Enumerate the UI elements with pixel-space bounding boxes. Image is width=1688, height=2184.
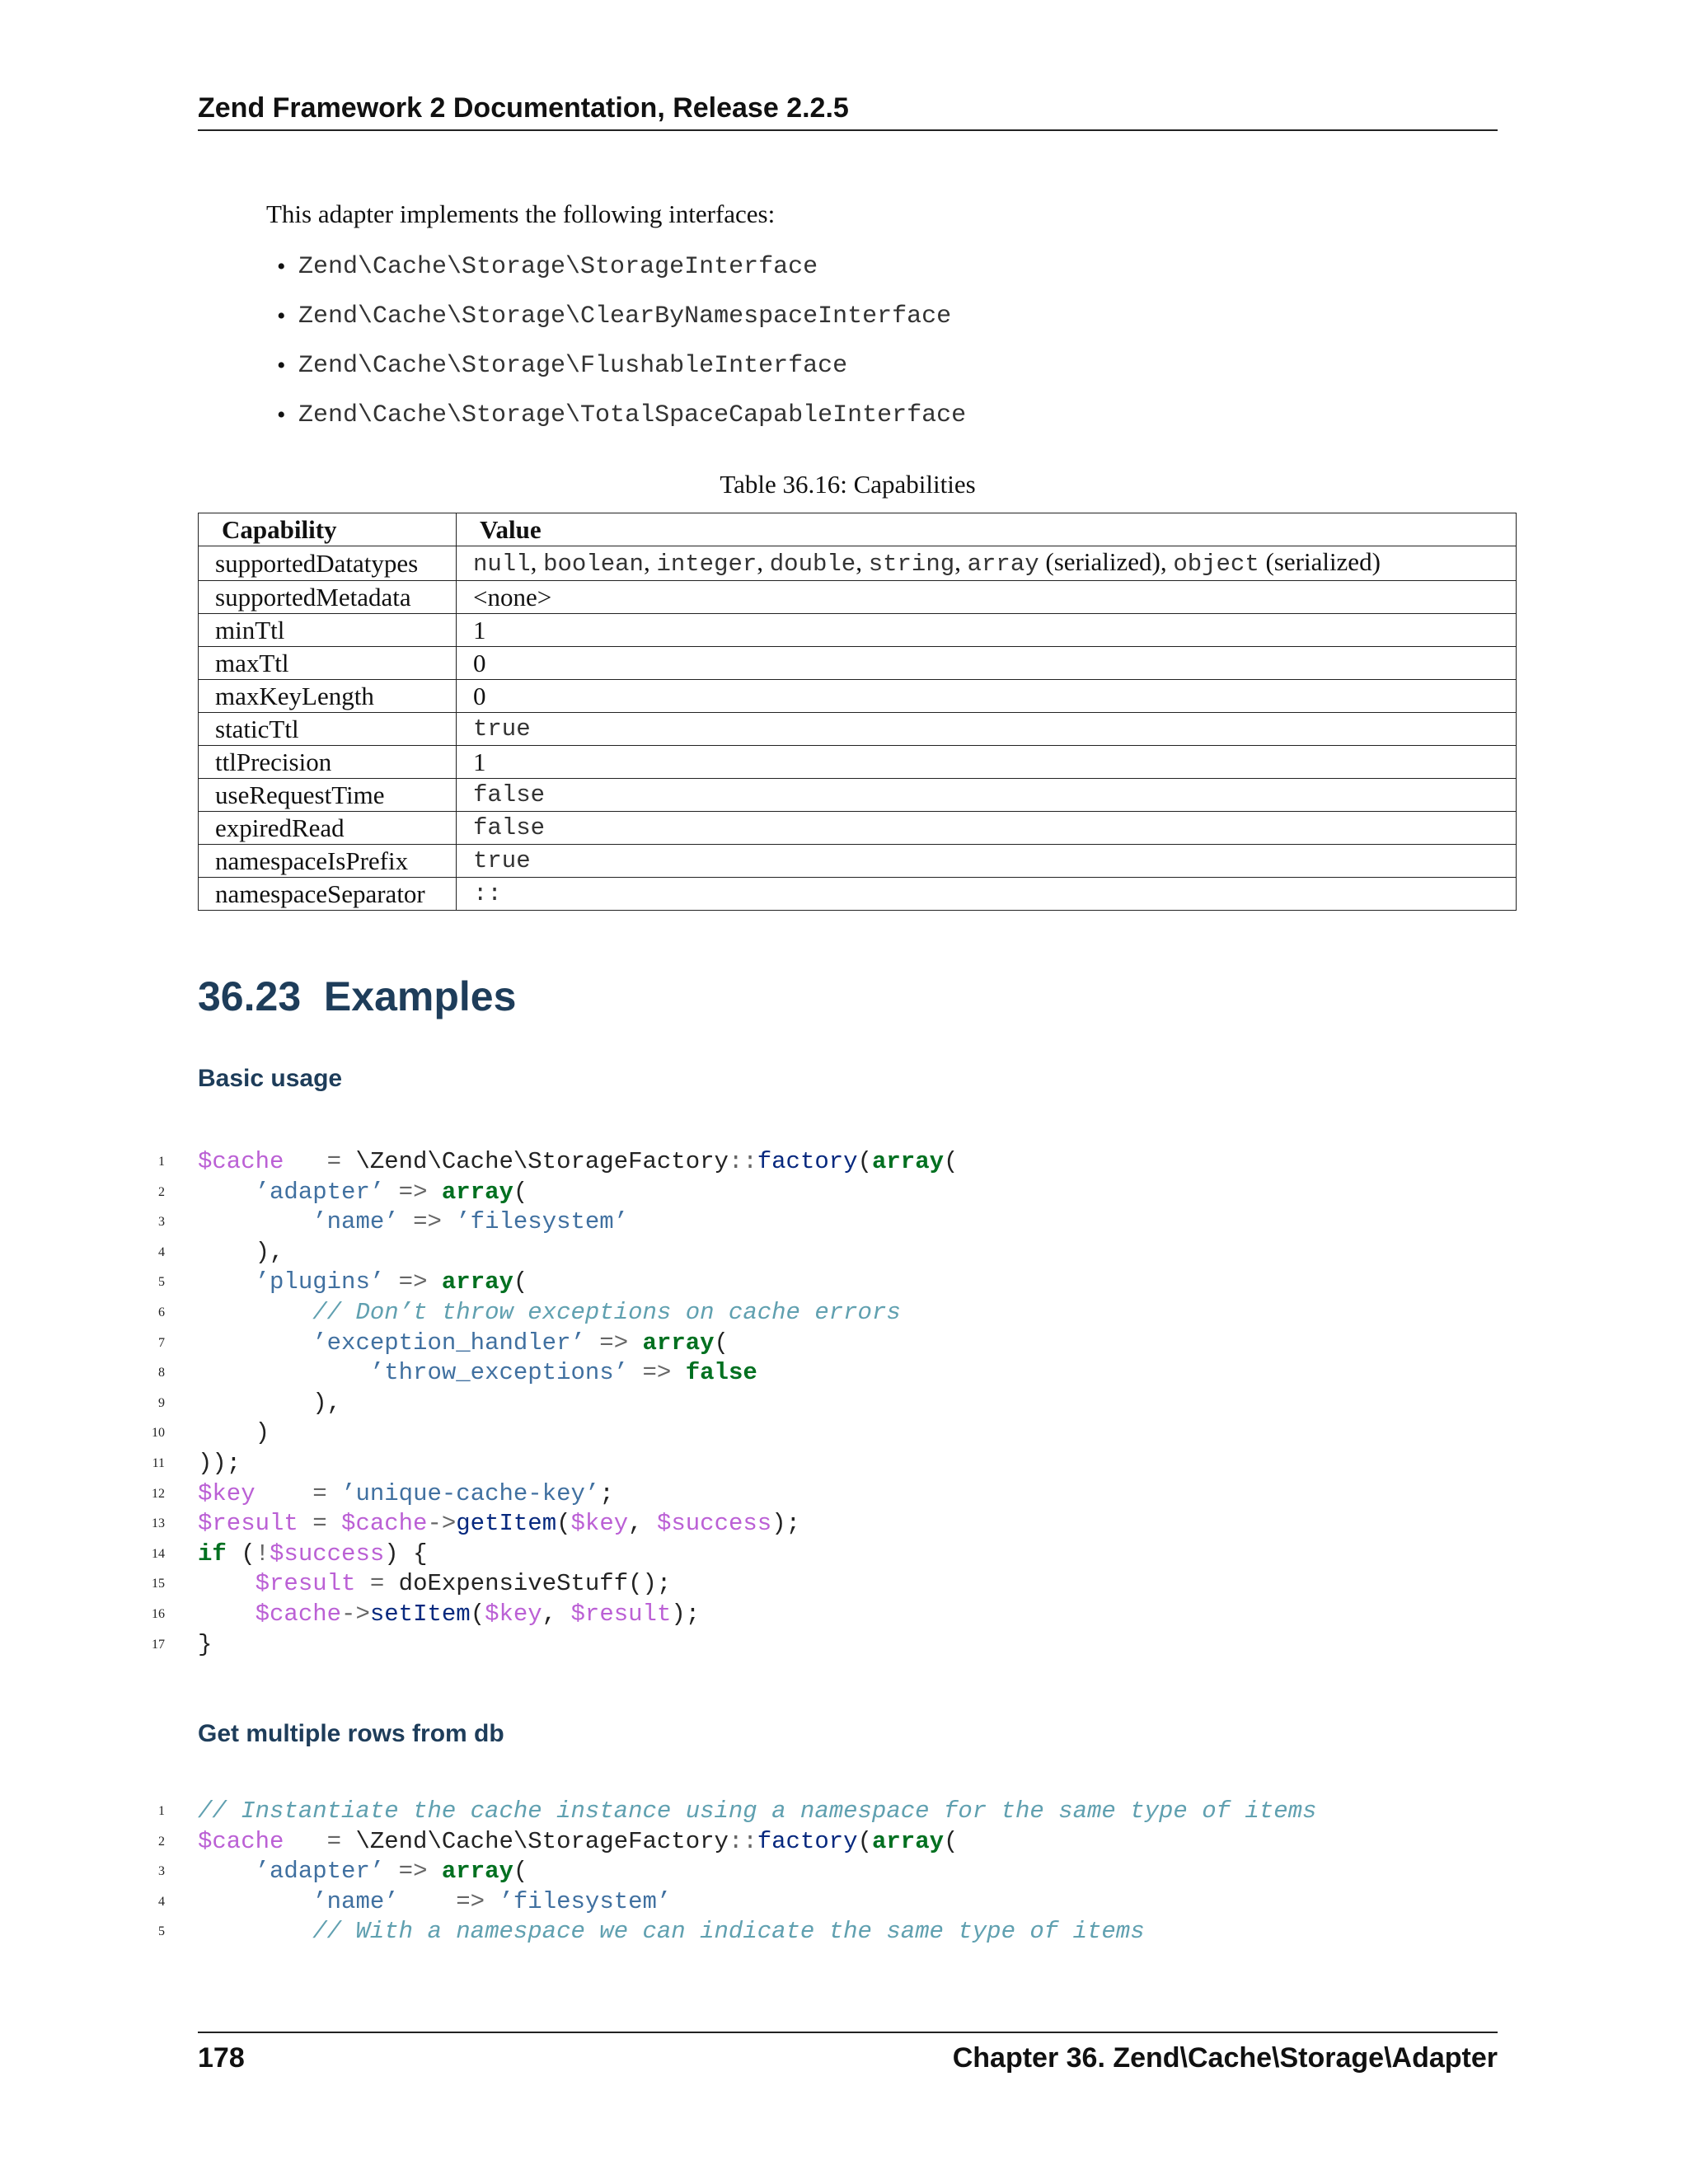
table-row xyxy=(199,581,1517,614)
capability-name: staticTtl xyxy=(199,713,457,746)
code-line: 17 } xyxy=(152,1630,213,1658)
code-line: 10 ) xyxy=(152,1419,270,1447)
code-line: 16 $cache->setItem($key, $result); xyxy=(152,1600,701,1628)
table-caption: Table 36.16: Capabilities xyxy=(720,470,976,499)
capability-value: true xyxy=(457,845,1517,878)
capability-value: 1 xyxy=(457,614,1517,647)
capability-name: supportedDatatypes xyxy=(199,546,457,581)
capability-name: minTtl xyxy=(199,614,457,647)
code-line: 13 $result = $cache->getItem($key, $success); xyxy=(152,1510,800,1538)
code-line: 15 $result = doExpensiveStuff(); xyxy=(152,1570,672,1598)
capabilities-table xyxy=(198,513,1517,911)
code-line: 1 // Instantiate the cache instance using a namespace for the same type of items xyxy=(158,1797,1317,1825)
bullet-icon: • xyxy=(277,352,286,379)
interface-list xyxy=(277,249,967,447)
capability-name: maxKeyLength xyxy=(199,680,457,713)
capability-name: namespaceIsPrefix xyxy=(199,845,457,878)
table-row xyxy=(199,746,1517,779)
capability-name: expiredRead xyxy=(199,812,457,845)
table-row xyxy=(199,680,1517,713)
capability-name: useRequestTime xyxy=(199,779,457,812)
code-line: 8 ’throw_exceptions’ => false xyxy=(158,1359,757,1387)
capability-value: true xyxy=(457,713,1517,746)
bullet-icon: • xyxy=(277,253,286,280)
capability-name: ttlPrecision xyxy=(199,746,457,779)
capability-value: null, boolean, integer, double, string, array (serialized), object (serialized) xyxy=(457,546,1517,581)
footer-rule xyxy=(198,2032,1498,2033)
code-line: 9 ), xyxy=(158,1389,342,1417)
code-line: 12 $key = ’unique-cache-key’; xyxy=(152,1479,614,1507)
capability-value: <none> xyxy=(457,581,1517,614)
capability-name: supportedMetadata xyxy=(199,581,457,614)
list-item: • Zend\Cache\Storage\StorageInterface xyxy=(298,249,966,298)
capability-value: false xyxy=(457,812,1517,845)
header-rule xyxy=(198,129,1498,131)
table-row xyxy=(199,647,1517,680)
capability-name: maxTtl xyxy=(199,647,457,680)
column-header: Capability xyxy=(199,513,457,546)
code-line: 1 $cache = \Zend\Cache\StorageFactory::factory(array( xyxy=(158,1148,959,1175)
running-header: Zend Framework 2 Documentation, Release 2.2.5 xyxy=(198,92,849,124)
capability-value: :: xyxy=(457,878,1517,911)
code-line: 7 ’exception_handler’ => array( xyxy=(158,1329,729,1357)
table-row xyxy=(199,779,1517,812)
code-block-multiple-rows xyxy=(0,1797,1688,1947)
page-number: 178 xyxy=(198,2042,245,2074)
table-row xyxy=(199,713,1517,746)
bullet-icon: • xyxy=(277,302,286,330)
capability-value: false xyxy=(457,779,1517,812)
list-item: • Zend\Cache\Storage\TotalSpaceCapableInterface xyxy=(298,397,966,447)
code-block-basic-usage xyxy=(0,1147,1688,1660)
section-heading: 36.23 Examples xyxy=(198,973,517,1019)
code-line: 3 ’name’ => ’filesystem’ xyxy=(158,1208,629,1236)
capability-name: namespaceSeparator xyxy=(199,878,457,911)
capability-value: 0 xyxy=(457,647,1517,680)
table-row xyxy=(199,546,1517,581)
table-row xyxy=(199,845,1517,878)
table-header-row xyxy=(199,513,1517,546)
code-line: 6 // Don’t throw exceptions on cache errors xyxy=(158,1298,901,1326)
code-line: 4 ’name’ => ’filesystem’ xyxy=(158,1887,672,1915)
example-heading: Get multiple rows from db xyxy=(198,1720,504,1747)
table-row xyxy=(199,812,1517,845)
code-line: 2 $cache = \Zend\Cache\StorageFactory::factory(array( xyxy=(158,1827,959,1855)
capability-value: 1 xyxy=(457,746,1517,779)
code-line: 3 ’adapter’ => array( xyxy=(158,1858,528,1886)
example-heading: Basic usage xyxy=(198,1065,343,1092)
capability-value: 0 xyxy=(457,680,1517,713)
code-line: 5 // With a namespace we can indicate the same type of items xyxy=(158,1918,1145,1946)
intro-text: This adapter implements the following interfaces: xyxy=(266,199,776,228)
table-row xyxy=(199,878,1517,911)
code-line: 4 ), xyxy=(158,1238,284,1266)
table-row xyxy=(199,614,1517,647)
code-line: 2 ’adapter’ => array( xyxy=(158,1178,528,1206)
list-item: • Zend\Cache\Storage\ClearByNamespaceInterface xyxy=(298,298,966,348)
code-line: 11 )); xyxy=(152,1449,241,1477)
bullet-icon: • xyxy=(277,401,286,429)
code-line: 5 ’plugins’ => array( xyxy=(158,1268,528,1296)
list-item: • Zend\Cache\Storage\FlushableInterface xyxy=(298,348,966,397)
column-header: Value xyxy=(457,513,1517,546)
chapter-title: Chapter 36. Zend\Cache\Storage\Adapter xyxy=(952,2042,1498,2074)
code-line: 14 if (!$success) { xyxy=(152,1540,428,1568)
